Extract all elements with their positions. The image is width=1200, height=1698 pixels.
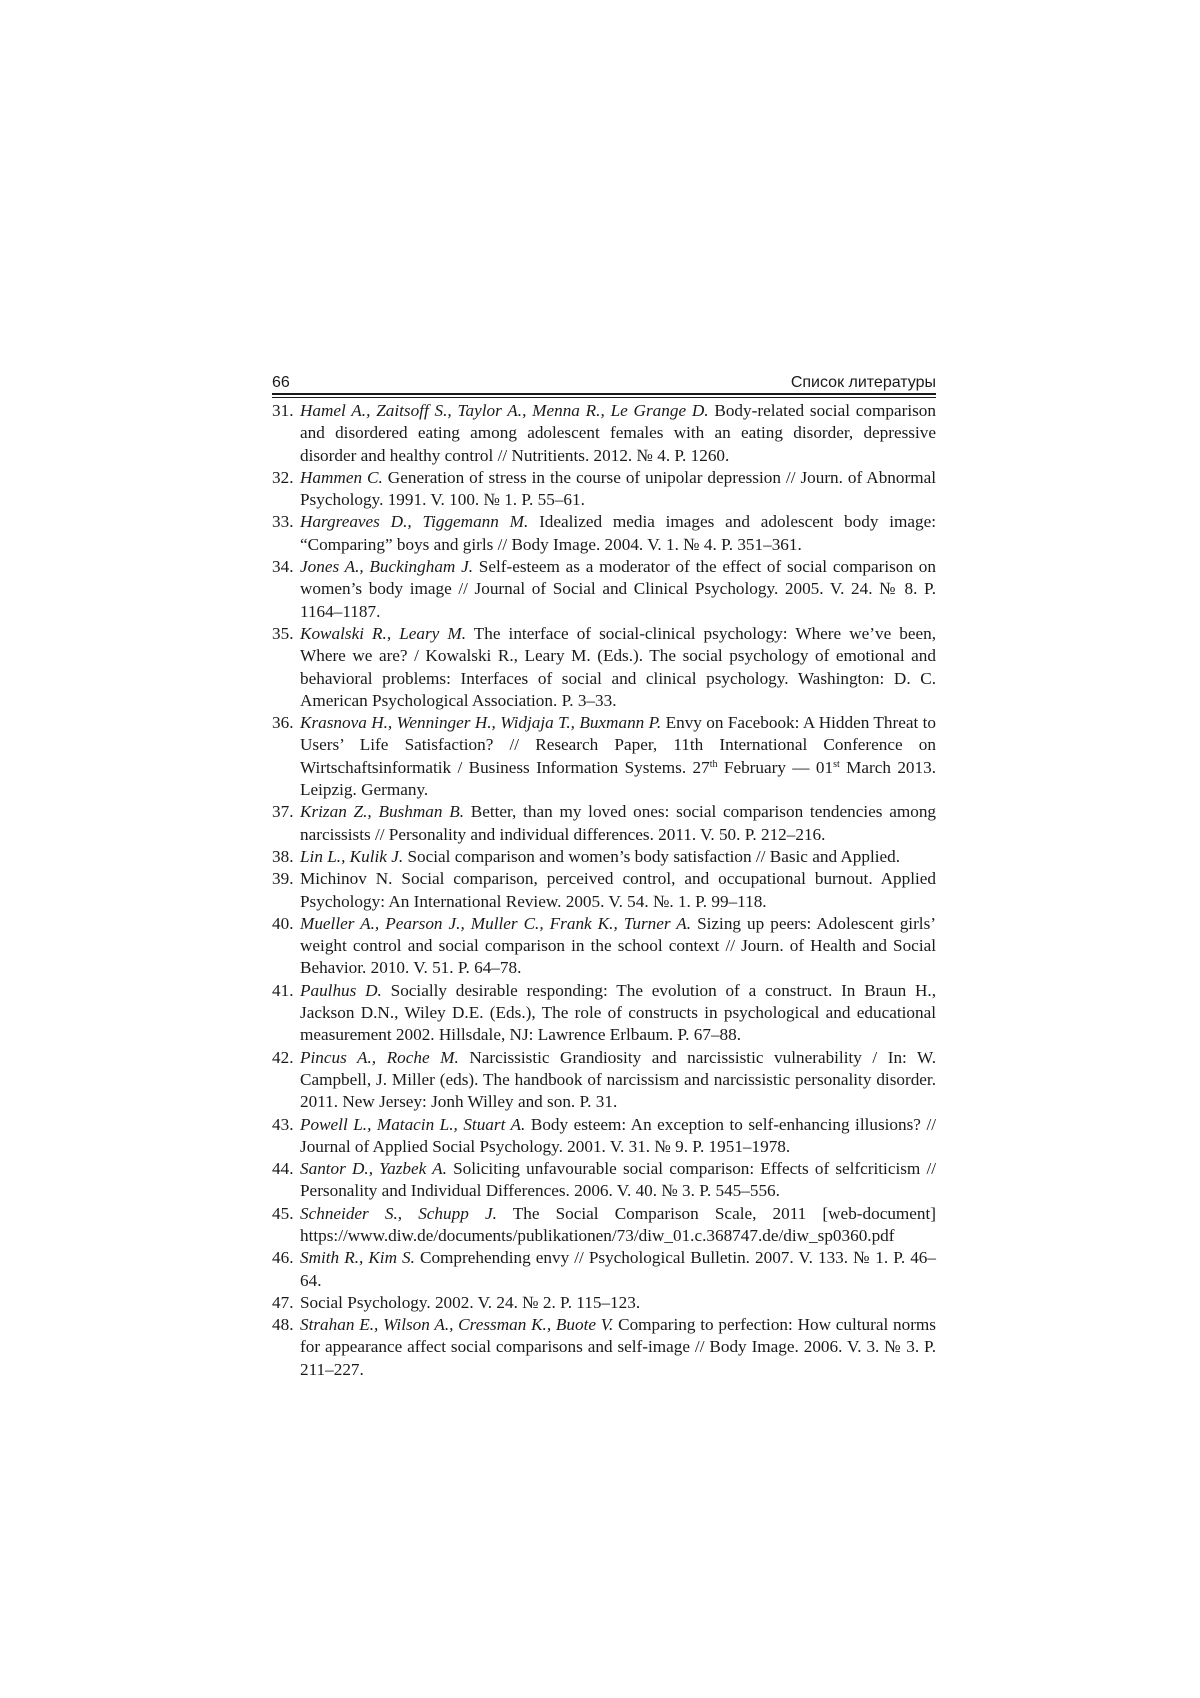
reference-text	[300, 1114, 936, 1159]
reference-text	[300, 400, 936, 467]
reference-body-text: Body esteem: An exception to self-enhancing illusions? // Journal of Applied Social Psychology. 2001. V. 31. № 9. P. 1951–1978.	[300, 1114, 936, 1156]
reference-body-text: Generation of stress in the course of unipolar depression // Journ. of Abnormal Psychology. 1991. V. 100. № 1. P. 55–61.	[300, 467, 936, 510]
reference-item	[272, 1158, 936, 1203]
reference-authors: Krizan Z., Bushman B.	[300, 802, 464, 822]
reference-text	[300, 1047, 936, 1114]
reference-body-text: Socially desirable responding: The evolution of a construct. In Braun H., Jackson D.N., Wiley D.E. (Eds.), The role of constructs in psychological and educational measurement 2002. Hillsdale, NJ: Lawrence Erlbaum. P. 67–88.	[300, 980, 936, 1045]
reference-authors: Mueller A., Pearson J., Muller C., Frank K., Turner A.	[300, 913, 692, 933]
page-number: 66	[272, 374, 290, 391]
reference-authors: Schneider S., Schupp J.	[300, 1203, 497, 1223]
reference-text	[300, 511, 936, 556]
reference-number: 34.	[272, 557, 294, 577]
reference-item	[272, 556, 936, 623]
reference-text	[300, 980, 936, 1047]
reference-authors: Santor D., Yazbek A.	[300, 1159, 447, 1179]
reference-number: 45.	[272, 1203, 294, 1223]
reference-authors: Paulhus D.	[300, 980, 382, 1000]
reference-body-text: The Social Comparison Scale, 2011 [web-document] https://www.diw.de/documents/publikationen/73/diw_01.c.368747.de/diw_sp0360.pdf	[300, 1203, 937, 1245]
reference-item	[272, 868, 936, 913]
header-rule-thin	[272, 397, 936, 398]
reference-authors: Lin L., Kulik J.	[300, 846, 404, 866]
reference-body-text: Social comparison and women’s body satisfaction // Basic and Applied.	[403, 846, 901, 866]
reference-body-text: Comprehending envy // Psychological Bulletin. 2007. V. 133. № 1. P. 46–64.	[300, 1248, 936, 1290]
reference-body-text: Michinov N. Social comparison, perceived control, and occupational burnout. Applied Psychology: An International Review. 2005. V. 54. №. 1. P. 99–118.	[300, 869, 936, 911]
reference-body-text: March 2013. Leipzig. Germany.	[300, 757, 937, 800]
reference-text	[300, 556, 936, 623]
reference-item	[272, 1047, 936, 1114]
running-title: Список литературы	[790, 374, 936, 391]
reference-authors: Kowalski R., Leary M.	[300, 623, 466, 643]
reference-item	[272, 1314, 936, 1381]
header-rule-thick	[272, 393, 936, 395]
page-header	[272, 364, 936, 392]
reference-superscript: st	[833, 758, 840, 770]
reference-authors: Hamel A., Zaitsoff S., Taylor A., Menna R., Le Grange D.	[300, 401, 709, 420]
reference-item	[272, 1203, 936, 1248]
reference-text	[300, 913, 936, 980]
reference-item	[272, 511, 936, 556]
reference-number: 35.	[272, 623, 294, 643]
reference-authors: Hargreaves D., Tiggemann M.	[300, 512, 529, 532]
reference-number: 43.	[272, 1114, 294, 1134]
reference-number: 48.	[272, 1315, 294, 1335]
reference-item	[272, 801, 936, 846]
reference-text	[300, 868, 936, 913]
reference-item	[272, 712, 936, 801]
reference-authors: Krasnova H., Wenninger H., Widjaja T., Buxmann P.	[300, 713, 662, 733]
reference-number: 36.	[272, 713, 294, 733]
reference-body-text: February — 01	[717, 757, 834, 777]
reference-body-text: Comparing to perfection: How cultural norms for appearance affect social comparisons and self-image // Body Image. 2006. V. 3. № 3. P. 211–227.	[300, 1315, 936, 1379]
reference-number: 47.	[272, 1292, 294, 1312]
reference-body-text: Soliciting unfavourable social comparison: Effects of selfcriticism // Personality and Individual Differences. 2006. V. 40. № 3. P. 545–556.	[300, 1159, 936, 1201]
reference-item	[272, 400, 936, 467]
reference-body-text: Self-esteem as a moderator of the effect of social comparison on women’s body image // Journal of Social and Clinical Psychology. 2005. V. 24. № 8. P. 1164–1187.	[300, 557, 936, 621]
reference-authors: Hammen C.	[300, 467, 383, 487]
reference-authors: Jones A., Buckingham J.	[300, 557, 474, 577]
reference-text	[300, 712, 936, 801]
reference-text	[300, 623, 936, 712]
reference-number: 40.	[272, 913, 294, 933]
reference-item	[272, 980, 936, 1047]
reference-authors: Pincus A., Roche M.	[300, 1047, 459, 1067]
reference-text	[300, 467, 936, 512]
reference-list	[272, 400, 936, 1381]
reference-text	[300, 1292, 936, 1314]
reference-number: 39.	[272, 869, 294, 889]
reference-text	[300, 801, 936, 846]
reference-number: 33.	[272, 512, 294, 532]
reference-text	[300, 1203, 936, 1248]
reference-body-text: The interface of social-clinical psychology: Where we’ve been, Where we are? / Kowalski R., Leary M. (Eds.). The social psychology of emotional and behavioral problems: Interfaces of social and clinical psychology. Washington: D. C. American Psychological Association. P. 3–33.	[300, 623, 937, 710]
reference-number: 41.	[272, 980, 294, 1000]
reference-authors: Strahan E., Wilson A., Cressman K., Buote V.	[300, 1315, 614, 1335]
reference-number: 44.	[272, 1159, 294, 1179]
reference-number: 32.	[272, 467, 294, 487]
reference-authors: Powell L., Matacin L., Stuart A.	[300, 1114, 526, 1134]
reference-body-text: Social Psychology. 2002. V. 24. № 2. P. 115–123.	[300, 1292, 641, 1312]
reference-item	[272, 1292, 936, 1314]
reference-text	[300, 1314, 936, 1381]
reference-authors: Smith R., Kim S.	[300, 1248, 415, 1268]
reference-item	[272, 467, 936, 512]
reference-number: 31.	[272, 401, 294, 420]
reference-body-text: Envy on Facebook: A Hidden Threat to Users’ Life Satisfaction? // Research Paper, 11th International Conference on Wirtschaftsinformatik / Business Information Systems. 27	[300, 713, 936, 777]
reference-text	[300, 1247, 936, 1292]
reference-text	[300, 1158, 936, 1203]
reference-body-text: Body-related social comparison and disordered eating among adolescent females with an eating disorder, depressive disorder and healthy control // Nutritients. 2012. № 4. P. 1260.	[300, 401, 936, 465]
reference-number: 38.	[272, 846, 294, 866]
reference-number: 46.	[272, 1248, 294, 1268]
reference-body-text: Better, than my loved ones: social comparison tendencies among narcissists // Personality and individual differences. 2011. V. 50. P. 212–216.	[300, 802, 937, 844]
reference-body-text: Sizing up peers: Adolescent girls’ weight control and social comparison in the school context // Journ. of Health and Social Behavior. 2010. V. 51. P. 64–78.	[300, 913, 936, 978]
reference-item	[272, 623, 936, 712]
reference-text	[300, 846, 936, 868]
reference-item	[272, 846, 936, 868]
reference-number: 37.	[272, 802, 294, 822]
reference-item	[272, 913, 936, 980]
reference-item	[272, 1247, 936, 1292]
reference-number: 42.	[272, 1047, 294, 1067]
reference-body-text: Idealized media images and adolescent body image: “Comparing” boys and girls // Body Image. 2004. V. 1. № 4. P. 351–361.	[300, 512, 937, 554]
reference-body-text: Narcissistic Grandiosity and narcissistic vulnerability / In: W. Campbell, J. Miller (eds). The handbook of narcissism and narcissistic personality disorder. 2011. New Jersey: Jonh Willey and son. P. 31.	[300, 1047, 936, 1112]
reference-item	[272, 1114, 936, 1159]
reference-superscript: th	[709, 758, 718, 770]
